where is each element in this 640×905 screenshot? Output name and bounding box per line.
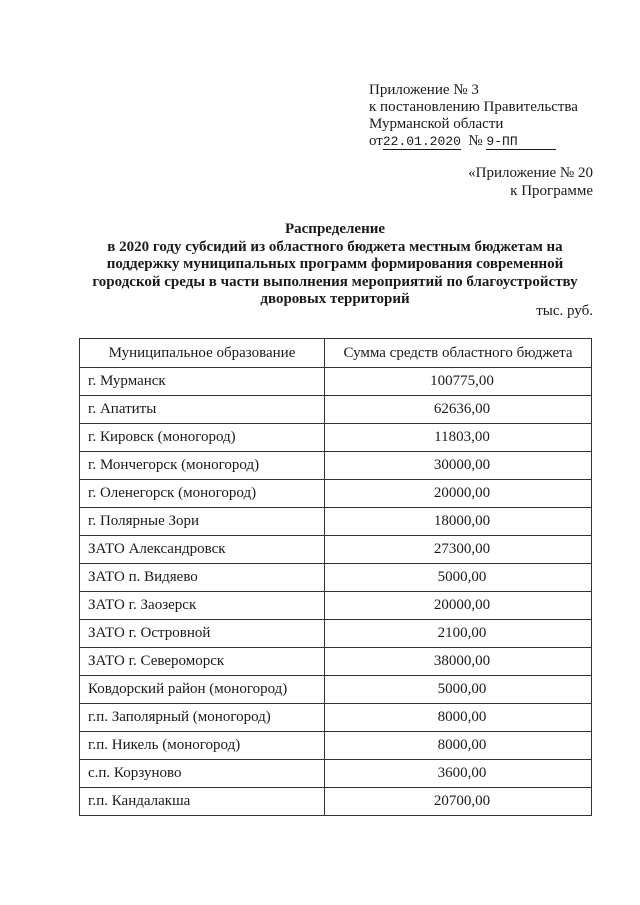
table-row (80, 648, 592, 676)
table-row (80, 452, 592, 480)
table-row (80, 676, 592, 704)
municipality-cell: г. Оленегорск (моногород) (80, 480, 325, 508)
sum-cell: 2100,00 (325, 620, 592, 648)
table-row (80, 788, 592, 816)
sum-cell: 8000,00 (325, 732, 592, 760)
title-line-3: поддержку муниципальных программ формирования современной (106, 256, 564, 272)
date-prefix: от (369, 133, 383, 149)
table-row (80, 480, 592, 508)
sum-cell: 5000,00 (325, 676, 592, 704)
table-row (80, 536, 592, 564)
table-row (80, 368, 592, 396)
sum-cell: 5000,00 (325, 564, 592, 592)
municipality-cell: ЗАТО г. Островной (80, 620, 325, 648)
municipality-cell: ЗАТО Александровск (80, 536, 325, 564)
appendix-number: Приложение № 3 (369, 82, 479, 98)
number-prefix: № (468, 133, 483, 149)
municipality-cell: с.п. Корзуново (80, 760, 325, 788)
sum-cell: 20700,00 (325, 788, 592, 816)
distribution-table (79, 338, 592, 816)
table-row (80, 592, 592, 620)
resolution-ref: к постановлению Правительства (369, 99, 578, 115)
municipality-cell: г. Мурманск (80, 368, 325, 396)
municipality-cell: г.п. Никель (моногород) (80, 732, 325, 760)
sum-cell: 20000,00 (325, 592, 592, 620)
sum-cell: 3600,00 (325, 760, 592, 788)
municipality-cell: г. Кировск (моногород) (80, 424, 325, 452)
title-line-5: дворовых территорий (260, 291, 410, 307)
program-ref: к Программе (510, 183, 593, 199)
municipality-cell: г.п. Кандалакша (80, 788, 325, 816)
sum-cell: 18000,00 (325, 508, 592, 536)
program-appendix-number: «Приложение № 20 (468, 165, 593, 181)
table-row (80, 564, 592, 592)
table-row (80, 732, 592, 760)
table-row (80, 620, 592, 648)
table-row (80, 424, 592, 452)
column-header-sum: Сумма средств областного бюджета (325, 339, 592, 368)
municipality-cell: ЗАТО п. Видяево (80, 564, 325, 592)
municipality-cell: г. Полярные Зори (80, 508, 325, 536)
sum-cell: 38000,00 (325, 648, 592, 676)
units-label: тыс. руб. (536, 303, 593, 319)
column-header-municipality: Муниципальное образование (80, 339, 325, 368)
table-header-row (80, 339, 592, 368)
table-row (80, 508, 592, 536)
resolution-number: 9-ПП (486, 135, 556, 150)
document-title (70, 221, 600, 309)
program-appendix (468, 164, 593, 200)
table-body (80, 368, 592, 816)
table-row (80, 396, 592, 424)
resolution-header (369, 82, 578, 150)
resolution-date: 22.01.2020 (382, 134, 461, 149)
municipality-cell: ЗАТО г. Заозерск (80, 592, 325, 620)
municipality-cell: ЗАТО г. Североморск (80, 648, 325, 676)
title-line-1: Распределение (284, 221, 386, 237)
municipality-cell: Ковдорский район (моногород) (80, 676, 325, 704)
municipality-cell: г.п. Заполярный (моногород) (80, 704, 325, 732)
municipality-cell: г. Апатиты (80, 396, 325, 424)
sum-cell: 27300,00 (325, 536, 592, 564)
sum-cell: 30000,00 (325, 452, 592, 480)
table-row (80, 704, 592, 732)
sum-cell: 20000,00 (325, 480, 592, 508)
date-number-line (369, 133, 578, 150)
sum-cell: 8000,00 (325, 704, 592, 732)
title-line-2: в 2020 году субсидий из областного бюджета местным бюджетам на (107, 238, 563, 255)
municipality-cell: г. Мончегорск (моногород) (80, 452, 325, 480)
table-row (80, 760, 592, 788)
sum-cell: 100775,00 (325, 368, 592, 396)
title-line-4: городской среды в части выполнения мероприятий по благоустройству (92, 273, 578, 290)
sum-cell: 11803,00 (325, 424, 592, 452)
region-name: Мурманской области (369, 116, 504, 132)
sum-cell: 62636,00 (325, 396, 592, 424)
